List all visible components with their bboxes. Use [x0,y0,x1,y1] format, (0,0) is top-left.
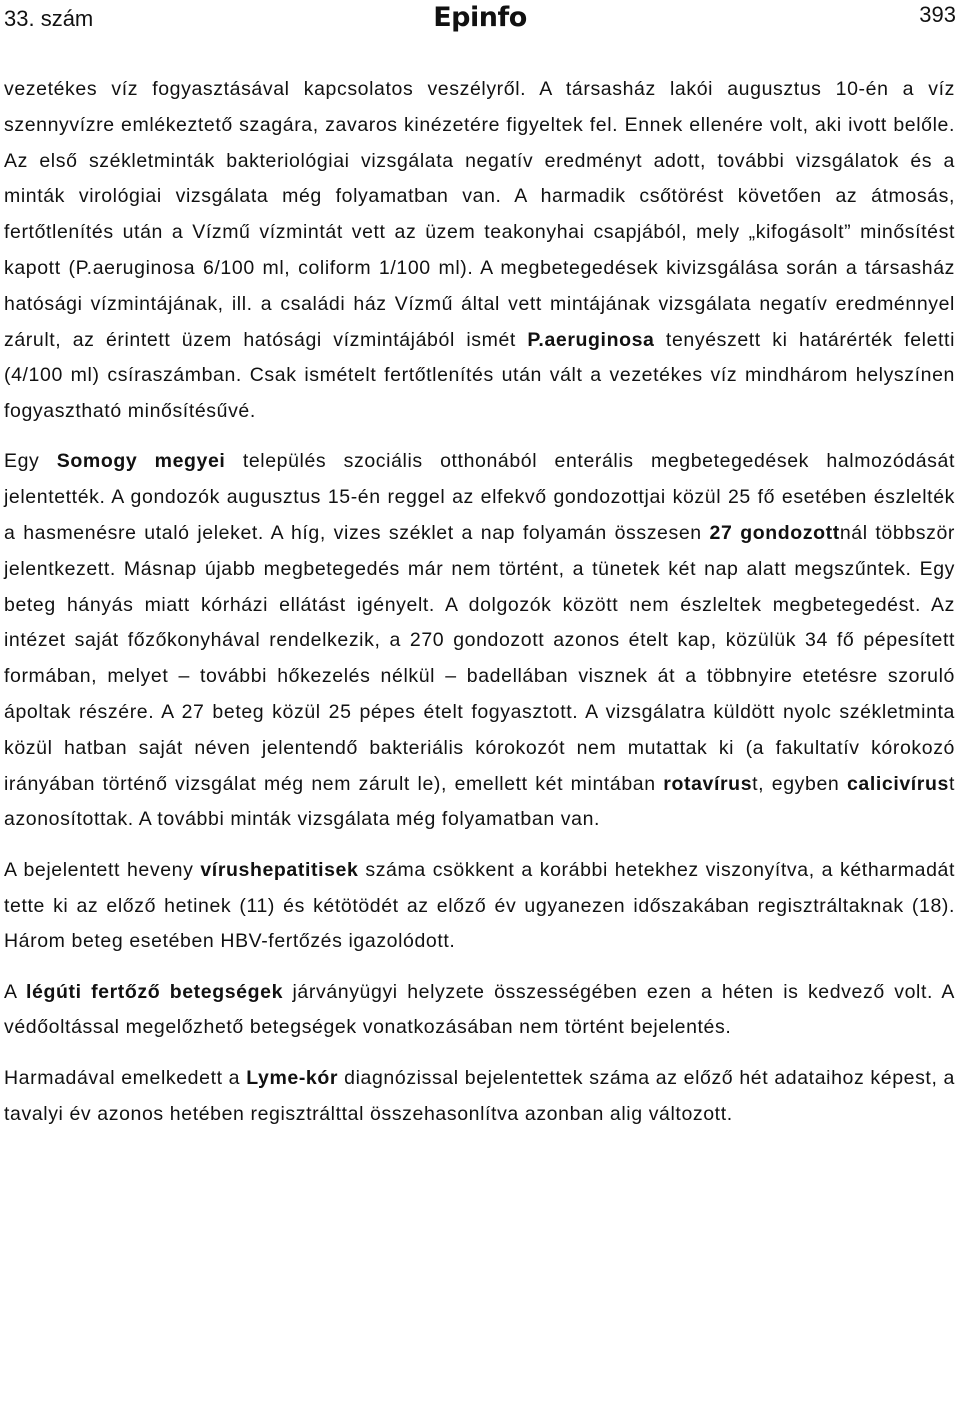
case-count: 27 gondozott [709,522,840,545]
text-segment: nál többször jelentkezett. Másnap újabb megbetegedés már nem történt, a tünetek két nap alatt megszűntek. Egy beteg hányás miatt kórházi ellátást igényelt. A dolgozók között nem észleltek megbetegedést. Az intézet saját főzőkonyhával rendelkezik, a 270 gondozott azonos ételt kap, közülük 34 fő pépesített formában, melyet – további hőkezelés nélkül – badellában visznek át a többnyire etetésre szoruló ápoltak részére. A 27 beteg közül 25 pépes ételt fogyasztott. A vizsgálatra küldött nyolc székletminta közül hatban saját néven jelentendő bakteriális kórokozót nem mutattak ki (a fakultatív kórokozó irányában történő vizsgálat még nem zárult le), emellett két mintában [4,522,956,795]
pathogen-name: P.aeruginosa [527,328,655,351]
text-segment: A bejelentett heveny [4,858,201,881]
text-segment: t, egyben [752,772,847,795]
page-number: 393 [919,2,956,27]
issue-number: 33. szám [4,6,94,31]
disease-name: vírushepatitisek [200,858,359,881]
epinfo-logo: Epinfo [433,2,527,33]
paragraph-respiratory [4,975,955,1047]
paragraph-hepatitis [4,853,955,960]
paragraph-lyme [4,1061,955,1133]
article-body [4,72,955,1147]
paragraph-somogy-outbreak [4,444,955,838]
text-segment: Harmadával emelkedett a [4,1066,247,1089]
text-segment: járványügyi helyzete összességében ezen a héten is kedvező volt. A védőoltással megelőzhető betegségek vonatkozásában nem történt bejelentés. [4,980,955,1039]
text-segment: vezetékes víz fogyasztásával kapcsolatos veszélyről. A társasház lakói augusztus 10-én a víz szennyvízre emlékeztető szagára, zavaros kinézetére figyeltek fel. Ennek ellenére volt, aki ivott belőle. Az első székletminták bakteriológiai vizsgálata negatív eredményt adott, további vizsgálatok és a minták virológiai vizsgálata még folyamatban van. A harmadik csőtörést követően az átmosás, fertőtlenítés után a Vízmű vízmintát vett az üzem teakonyhai csapjából, mely „kifogásolt” minősítést kapott (P.aeruginosa 6/100 ml, coliform 1/100 ml). A megbetegedések kivizsgálása során a társasház hatósági vízmintájának, ill. a családi ház Vízmű által vett mintájának vizsgálata negatív eredménnyel zárult, az érintett üzem hatósági vízmintájából ismét [4,78,955,351]
paragraph-water-outbreak [4,72,955,430]
page-header [0,0,960,40]
pathogen-name: rotavírus [663,772,753,795]
text-segment: A [4,980,26,1003]
disease-name: Lyme-kór [246,1066,339,1089]
text-segment: tenyészett ki határérték feletti (4/100 ml) csíraszámban. Csak ismételt fertőtlenítés után vált a vezetékes víz mindhárom helyszínen fogyasztható minősítésűvé. [4,328,956,423]
text-segment: Egy [4,450,57,473]
county-name: Somogy megyei [56,450,226,473]
text-segment: település szociális otthonából enterális megbetegedések halmozódását jelentették. A gondozók augusztus 15-én reggel az elfekvő gondozottjai közül 25 fő esetében észlelték a hasmenésre utaló jeleket. A híg, vizes széklet a nap folyamán összesen [4,450,955,545]
pathogen-name: calicivírus [846,772,949,795]
disease-name: légúti fertőző betegségek [26,980,284,1003]
text-segment: t azonosítottak. A további minták vizsgálata még folyamatban van. [4,772,955,831]
text-segment: diagnózissal bejelentettek száma az előző hét adataihoz képest, a tavalyi év azonos hetében regisztrálttal összehasonlítva azonban alig változott. [4,1066,955,1125]
text-segment: száma csökkent a korábbi hetekhez viszonyítva, a kétharmadát tette ki az előző hetinek (11) és kétötödét az előző év ugyanezen időszakában regisztráltaknak (18). Három beteg esetében HBV-fertőzés igazolódott. [4,858,955,953]
